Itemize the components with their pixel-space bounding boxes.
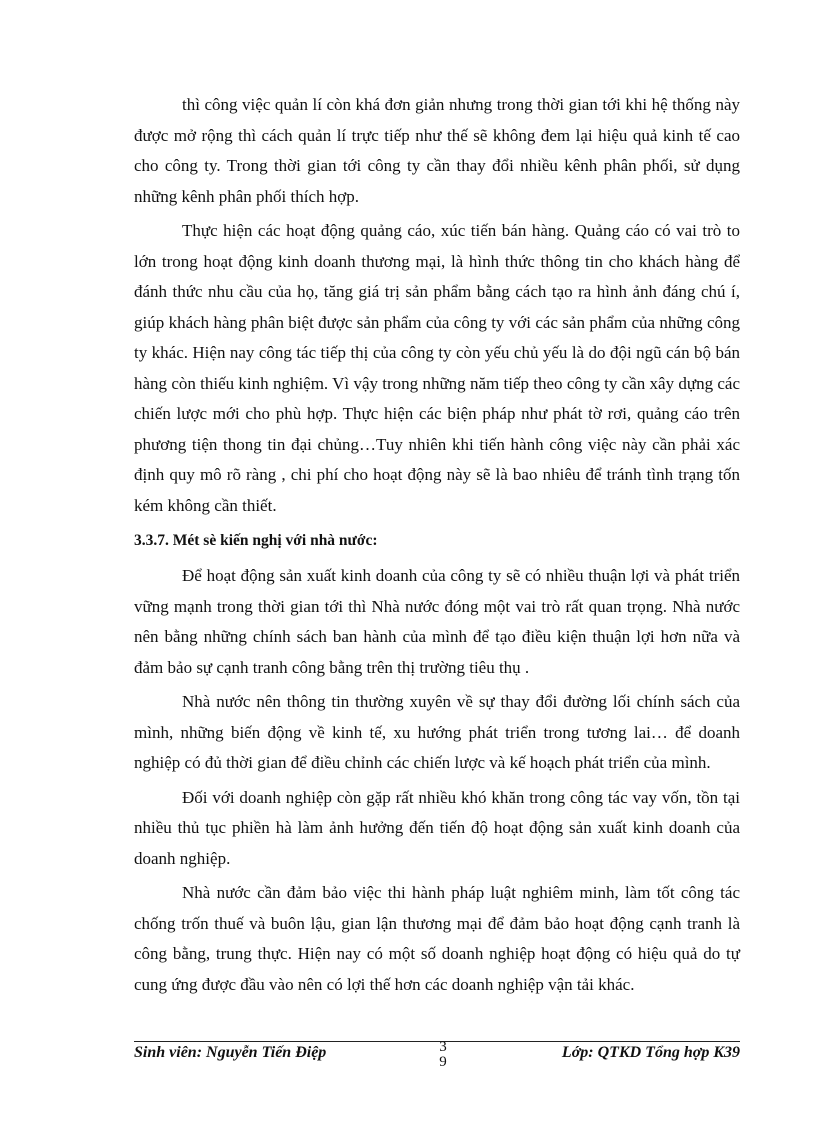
paragraph: Thực hiện các hoạt động quảng cáo, xúc tiến bán hàng. Quảng cáo có vai trò to lớn trong hoạt động kinh doanh thương mại, là hình thức thông tin cho khách hàng để đánh thức nhu cầu của họ, tăng giá trị sản phẩm bằng cách tạo ra hình ảnh đáng chú í, giúp khách hàng phân biệt được sản phẩm của công ty với các sản phẩm của những công ty khác. Hiện nay công tác tiếp thị của công ty còn yếu chủ yếu là do đội ngũ cán bộ bán hàng còn thiếu kinh nghiệm. Vì vậy trong những năm tiếp theo công ty cần xây dựng các chiến lược mới cho phù hợp. Thực hiện các biện pháp như phát tờ rơi, quảng cáo trên phương tiện thong tin đại chủng…Tuy nhiên khi tiến hành công việc này cần phải xác định quy mô rõ ràng , chi phí cho hoạt động này sẽ là bao nhiêu để tránh tình trạng tốn kém không cần thiết.	[134, 221, 740, 515]
paragraph: thì công việc quản lí còn khá đơn giản nhưng trong thời gian tới khi hệ thống này được mở rộng thì cách quản lí trực tiếp như thế sẽ không đem lại hiệu quả kinh tế cao cho công ty. Trong thời gian tới công ty cần thay đổi nhiều kênh phân phối, sử dụng những kênh phân phối thích hợp.	[134, 95, 740, 206]
paragraph: Đối với doanh nghiệp còn gặp rất nhiều khó khăn trong công tác vay vốn, tồn tại nhiều thủ tục phiền hà làm ảnh hưởng đến tiến độ hoạt động sản xuất kinh doanh của doanh nghiệp.	[134, 787, 740, 868]
footer-student-name: Sinh viên: Nguyễn Tiến Điệp	[134, 1044, 327, 1061]
paragraph: Nhà nước nên thông tin thường xuyên về sự thay đổi đường lối chính sách của mình, những biến động về kinh tế, xu hướng phát triển trong tương lai… để doanh nghiệp có đủ thời gian để điều chỉnh các chiến lược và kế hoạch phát triển của mình.	[134, 692, 740, 772]
paragraph: Nhà nước cần đảm bảo việc thi hành pháp luật nghiêm minh, làm tốt công tác chống trốn thuế và buôn lậu, gian lận thương mại để đảm bảo hoạt động cạnh tranh là công bằng, trung thực. Hiện nay có một số doanh nghiệp hoạt động có hiệu quả do tự cung ứng được đầu vào nên có lợi thế hơn các doanh nghiệp vận tải khác.	[134, 883, 740, 994]
paragraph: Để hoạt động sản xuất kinh doanh của công ty sẽ có nhiều thuận lợi và phát triển vững mạnh trong thời gian tới thì Nhà nước đóng một vai trò rất quan trọng. Nhà nước nên bằng những chính sách ban hành của mình để tạo điều kiện thuận lợi hơn nữa và đảm bảo sự cạnh tranh công bằng trên thị trường tiêu thụ .	[134, 566, 740, 677]
page-number-top: 3	[439, 1039, 447, 1055]
body-text	[134, 90, 740, 1004]
page-number-bottom: 9	[439, 1054, 447, 1070]
footer-class-name: Lớp: QTKD Tổng hợp K39	[561, 1044, 740, 1061]
section-heading: 3.3.7. Mét sè kiến nghị với nhà nước:	[134, 532, 378, 549]
page-number	[436, 1040, 450, 1070]
